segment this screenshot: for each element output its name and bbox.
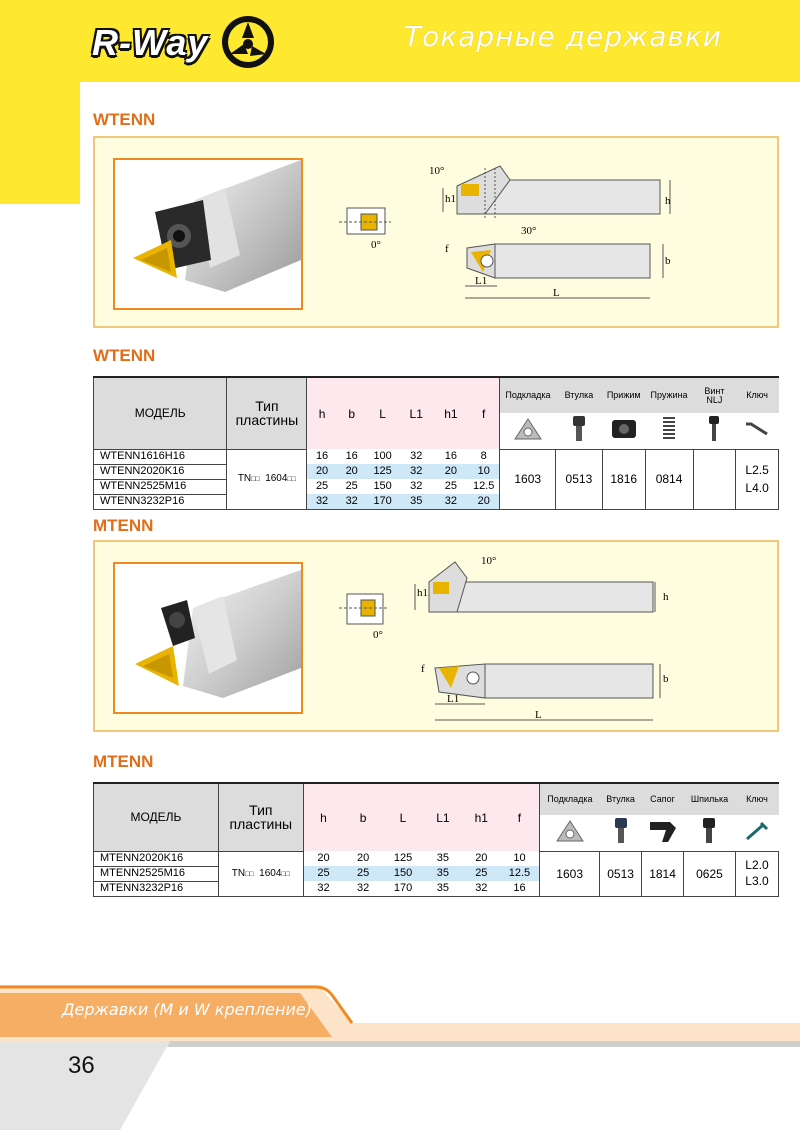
wtenn-key-values (736, 449, 779, 509)
wtenn-cell: 25 (434, 479, 468, 494)
wtenn-sleeve-value: 0513 (555, 449, 602, 509)
mtenn-cell: 12.5 (500, 866, 540, 881)
wtenn-sleeve-icon (555, 413, 602, 449)
mtenn-cell: 35 (423, 881, 463, 896)
mtenn-dim-b: b (343, 783, 383, 851)
wtenn-angle-10: 10° (429, 165, 445, 177)
mtenn-cell: 32 (343, 881, 383, 896)
wtenn-clamp-icon (602, 413, 645, 449)
wtenn-cell: 10 (468, 464, 500, 479)
mtenn-acc-pin: Шпилька (684, 783, 736, 815)
wtenn-insert-code: 1604 (265, 473, 288, 484)
wtenn-h-label: h (665, 195, 671, 207)
wtenn-key1: L2.5 (745, 463, 769, 477)
wtenn-cell: 20 (468, 494, 500, 509)
mtenn-f-label: f (421, 663, 425, 675)
mtenn-zero-angle: 0° (373, 629, 383, 641)
mtenn-cell: 25 (343, 866, 383, 881)
wtenn-screw-icon (693, 413, 736, 449)
wtenn-cell: 150 (367, 479, 399, 494)
mtenn-shim-value: 1603 (540, 851, 600, 896)
wtenn-angle-30: 30° (521, 225, 537, 237)
wtenn-cell: 16 (307, 449, 337, 464)
mtenn-insert-type (218, 851, 303, 896)
mtenn-insert-mark2: □□ (281, 870, 290, 878)
wtenn-cell: 170 (367, 494, 399, 509)
mtenn-pin-icon (684, 815, 736, 851)
wtenn-cell: 8 (468, 449, 500, 464)
brand-name: R-Way (92, 22, 209, 63)
mtenn-cell: 125 (383, 851, 423, 866)
mtenn-row-model: MTENN2020K16 (94, 851, 219, 866)
wtenn-cell: 20 (307, 464, 337, 479)
mtenn-boot-value: 1814 (642, 851, 684, 896)
wtenn-key2: L4.0 (745, 481, 769, 495)
mtenn-h-label: h (663, 591, 669, 603)
wtenn-cell: 32 (399, 449, 434, 464)
wtenn-insert-type (227, 449, 307, 509)
mtenn-acc-shim: Подкладка (540, 783, 600, 815)
mtenn-sleeve-icon (600, 815, 642, 851)
mtenn-acc-key: Ключ (735, 783, 778, 815)
wtenn-acc-clamp: Прижим (602, 377, 645, 413)
section-title-mtenn: MTENN (93, 516, 154, 535)
mtenn-shim-icon (540, 815, 600, 851)
wtenn-dim-L: L (367, 377, 399, 449)
mtenn-dim-L: L (383, 783, 423, 851)
mtenn-key1: L2.0 (745, 857, 769, 872)
wtenn-tool-photo (113, 158, 303, 310)
mtenn-sleeve-value: 0513 (600, 851, 642, 896)
mtenn-b-label: b (663, 673, 669, 685)
wtenn-zero-angle: 0° (371, 239, 381, 251)
mtenn-insert-mark: □□ (245, 870, 254, 878)
wtenn-cell: 125 (367, 464, 399, 479)
wtenn-h1-label: h1 (445, 193, 456, 205)
section-title-wtenn-table: WTENN (93, 346, 156, 365)
wtenn-insert-mark: □□ (251, 476, 260, 483)
wtenn-insert-prefix: TN (237, 473, 252, 484)
brand-emblem-icon (220, 14, 276, 70)
wtenn-l1-label: L1 (475, 275, 488, 287)
mtenn-cell: 20 (303, 851, 343, 866)
page-number: 36 (68, 1052, 95, 1079)
wtenn-dim-L1: L1 (399, 377, 434, 449)
wtenn-cell: 16 (434, 449, 468, 464)
wtenn-acc-shim: Подкладка (500, 377, 555, 413)
mtenn-row-model: MTENN2525M16 (94, 866, 219, 881)
wtenn-cell: 100 (367, 449, 399, 464)
wtenn-dim-h1: h1 (434, 377, 468, 449)
wtenn-insert-mark2: □□ (287, 476, 296, 483)
mtenn-acc-sleeve: Втулка (600, 783, 642, 815)
wtenn-spec-table (93, 376, 779, 510)
mtenn-dim-L1: L1 (423, 783, 463, 851)
wtenn-cell: 32 (399, 479, 434, 494)
mtenn-cell: 20 (343, 851, 383, 866)
mtenn-type-header: Тип пластины (218, 783, 303, 851)
wtenn-acc-key: Ключ (736, 377, 779, 413)
wtenn-f-label: f (445, 243, 449, 255)
mtenn-cell: 150 (383, 866, 423, 881)
wtenn-spring-icon (645, 413, 693, 449)
wtenn-dim-f: f (468, 377, 500, 449)
mtenn-model-header: МОДЕЛЬ (94, 783, 219, 851)
header-title: Токарные державки (404, 20, 722, 53)
mtenn-pin-value: 0625 (684, 851, 736, 896)
mtenn-insert-code: 1604 (259, 867, 282, 879)
section-title-mtenn-table: MTENN (93, 752, 154, 771)
wtenn-model-header: МОДЕЛЬ (94, 377, 227, 449)
wtenn-cell: 32 (399, 464, 434, 479)
mtenn-cell: 20 (463, 851, 500, 866)
mtenn-spec-table (93, 782, 779, 897)
mtenn-tool-photo (113, 562, 303, 714)
wtenn-row-model: WTENN1616H16 (94, 449, 227, 464)
mtenn-cell: 10 (500, 851, 540, 866)
mtenn-row-model: MTENN3232P16 (94, 881, 219, 896)
mtenn-l1-label: L1 (447, 693, 460, 705)
wtenn-acc-spring: Пружина (645, 377, 693, 413)
mtenn-cell: 35 (423, 851, 463, 866)
wtenn-row-model: WTENN2525M16 (94, 479, 227, 494)
wtenn-screw-value (693, 449, 736, 509)
mtenn-dim-h1: h1 (463, 783, 500, 851)
wtenn-cell: 32 (434, 494, 468, 509)
mtenn-acc-boot: Сапог (642, 783, 684, 815)
mtenn-cell: 16 (500, 881, 540, 896)
wtenn-acc-screw: Винт NLJ (693, 377, 736, 413)
wtenn-drawing-panel (93, 136, 779, 328)
wtenn-shim-value: 1603 (500, 449, 555, 509)
wtenn-b-label: b (665, 255, 671, 267)
mtenn-cell: 25 (463, 866, 500, 881)
wtenn-cell: 12.5 (468, 479, 500, 494)
mtenn-key-icon (735, 815, 778, 851)
wtenn-cell: 25 (337, 479, 367, 494)
section-title-wtenn: WTENN (93, 110, 156, 129)
mtenn-insert-prefix: TN (231, 867, 246, 879)
mtenn-cell: 32 (463, 881, 500, 896)
wtenn-spring-value: 0814 (645, 449, 693, 509)
mtenn-boot-icon (642, 815, 684, 851)
wtenn-cell: 25 (307, 479, 337, 494)
wtenn-dim-b: b (337, 377, 367, 449)
mtenn-cell: 35 (423, 866, 463, 881)
wtenn-cell: 20 (337, 464, 367, 479)
wtenn-clamp-value: 1816 (602, 449, 645, 509)
wtenn-shim-icon (500, 413, 555, 449)
mtenn-dim-h: h (303, 783, 343, 851)
wtenn-technical-drawing (335, 148, 775, 323)
wtenn-cell: 16 (337, 449, 367, 464)
wtenn-acc-sleeve: Втулка (555, 377, 602, 413)
footer-caption: Державки (M и W крепление) (62, 1000, 312, 1019)
wtenn-key-icon (736, 413, 779, 449)
mtenn-h1-label: h1 (417, 587, 428, 599)
mtenn-tool-image (115, 564, 301, 712)
mtenn-cell: 32 (303, 881, 343, 896)
mtenn-drawing-panel (93, 540, 779, 732)
mtenn-angle-10: 10° (481, 555, 497, 567)
mtenn-dim-f: f (500, 783, 540, 851)
mtenn-cell: 25 (303, 866, 343, 881)
wtenn-cell: 35 (399, 494, 434, 509)
mtenn-key2: L3.0 (745, 873, 769, 888)
wtenn-l-label: L (553, 287, 560, 299)
mtenn-cell: 170 (383, 881, 423, 896)
wtenn-tool-image (115, 160, 301, 308)
wtenn-cell: 32 (337, 494, 367, 509)
wtenn-cell: 32 (307, 494, 337, 509)
mtenn-technical-drawing (335, 552, 775, 727)
mtenn-l-label: L (535, 709, 542, 721)
wtenn-dim-h: h (307, 377, 337, 449)
wtenn-row-model: WTENN3232P16 (94, 494, 227, 509)
wtenn-cell: 20 (434, 464, 468, 479)
header-side-strip (0, 82, 80, 204)
mtenn-key-values (735, 851, 778, 896)
wtenn-type-header: Тип пластины (227, 377, 307, 449)
wtenn-row-model: WTENN2020K16 (94, 464, 227, 479)
